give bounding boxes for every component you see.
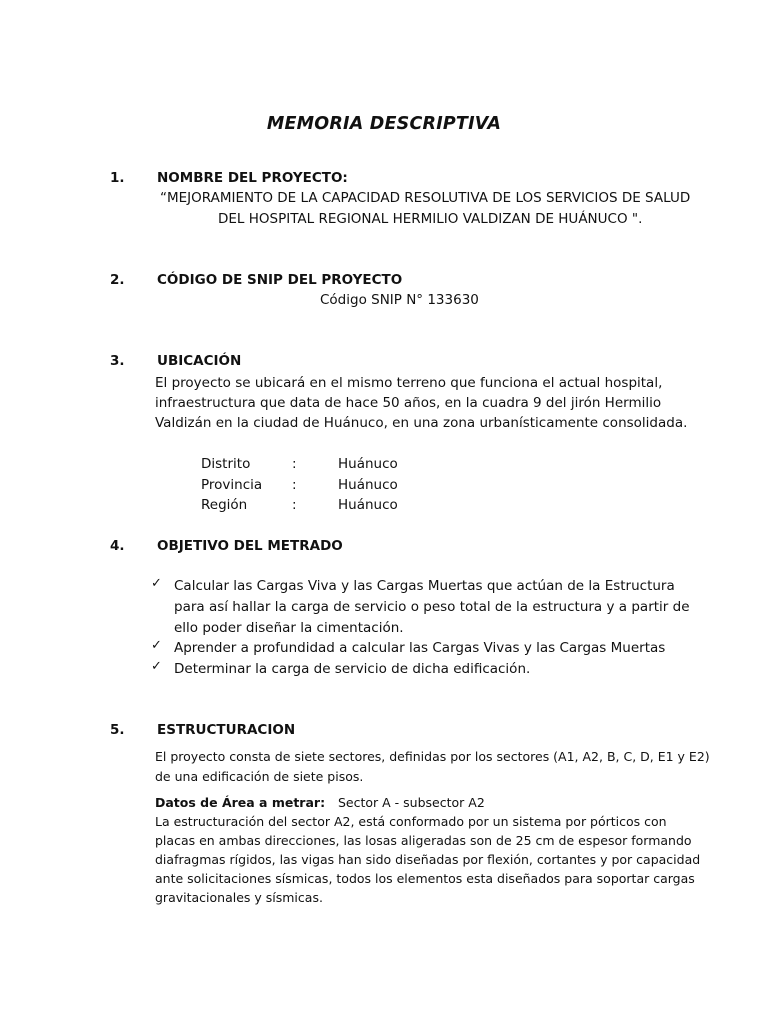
- region-value: Huánuco: [338, 497, 398, 513]
- district-label: Distrito: [201, 456, 251, 472]
- objective-item-1-line: ello poder diseñar la cimentación.: [174, 620, 404, 636]
- province-value: Huánuco: [338, 477, 398, 493]
- project-name-line-1: “MEJORAMIENTO DE LA CAPACIDAD RESOLUTIVA DE LOS SERVICIOS DE SALUD: [160, 190, 691, 206]
- objective-item-2: Aprender a profundidad a calcular las Cargas Vivas y las Cargas Muertas: [174, 640, 666, 656]
- section-2-number: 2.: [110, 272, 125, 288]
- section-2-heading: CÓDIGO DE SNIP DEL PROYECTO: [157, 272, 403, 288]
- structure-body-line: placas en ambas direcciones, las losas aligeradas son de 25 cm de espesor formando: [155, 833, 692, 848]
- snip-code: Código SNIP N° 133630: [320, 292, 479, 308]
- objective-item-1-line: Calcular las Cargas Viva y las Cargas Muertas que actúan de la Estructura: [174, 578, 675, 594]
- location-paragraph-line: Valdizán en la ciudad de Huánuco, en una zona urbanísticamente consolidada.: [155, 415, 688, 431]
- project-name-line-2: DEL HOSPITAL REGIONAL HERMILIO VALDIZAN DE HUÁNUCO ".: [218, 211, 643, 227]
- section-1-number: 1.: [110, 170, 125, 186]
- area-value: Sector A - subsector A2: [338, 795, 485, 810]
- checkmark-icon: ✓: [151, 659, 162, 674]
- objective-item-1-line: para así hallar la carga de servicio o peso total de la estructura y a partir de: [174, 599, 690, 615]
- location-paragraph-line: infraestructura que data de hace 50 años, en la cuadra 9 del jirón Hermilio: [155, 395, 662, 411]
- structure-intro-line: El proyecto consta de siete sectores, definidas por los sectores (A1, A2, B, C, D, E1 y E2): [155, 749, 710, 764]
- section-4-heading: OBJETIVO DEL METRADO: [157, 538, 343, 554]
- province-separator: :: [292, 477, 297, 493]
- structure-body-line: ante solicitaciones sísmicas, todos los elementos esta diseñados para soportar cargas: [155, 871, 695, 886]
- region-label: Región: [201, 497, 248, 513]
- structure-body-line: gravitacionales y sísmicas.: [155, 890, 323, 905]
- checkmark-icon: ✓: [151, 638, 162, 653]
- section-4-number: 4.: [110, 538, 125, 554]
- region-separator: :: [292, 497, 297, 513]
- district-separator: :: [292, 456, 297, 472]
- location-paragraph-line: El proyecto se ubicará en el mismo terreno que funciona el actual hospital,: [155, 375, 663, 391]
- province-label: Provincia: [201, 477, 263, 493]
- page-title: MEMORIA DESCRIPTIVA: [266, 114, 502, 134]
- checkmark-icon: ✓: [151, 576, 162, 591]
- section-1-heading: NOMBRE DEL PROYECTO:: [157, 170, 348, 186]
- objective-item-3: Determinar la carga de servicio de dicha edificación.: [174, 661, 531, 677]
- structure-body-line: diafragmas rígidos, las vigas han sido diseñadas por flexión, cortantes y por capacidad: [155, 852, 701, 867]
- structure-body-line: La estructuración del sector A2, está conformado por un sistema por pórticos con: [155, 814, 667, 829]
- section-3-number: 3.: [110, 353, 125, 369]
- structure-intro-line: de una edificación de siete pisos.: [155, 769, 364, 784]
- section-3-heading: UBICACIÓN: [157, 353, 242, 369]
- section-5-number: 5.: [110, 722, 125, 738]
- area-label: Datos de Área a metrar:: [155, 795, 326, 810]
- section-5-heading: ESTRUCTURACION: [157, 722, 296, 738]
- district-value: Huánuco: [338, 456, 398, 472]
